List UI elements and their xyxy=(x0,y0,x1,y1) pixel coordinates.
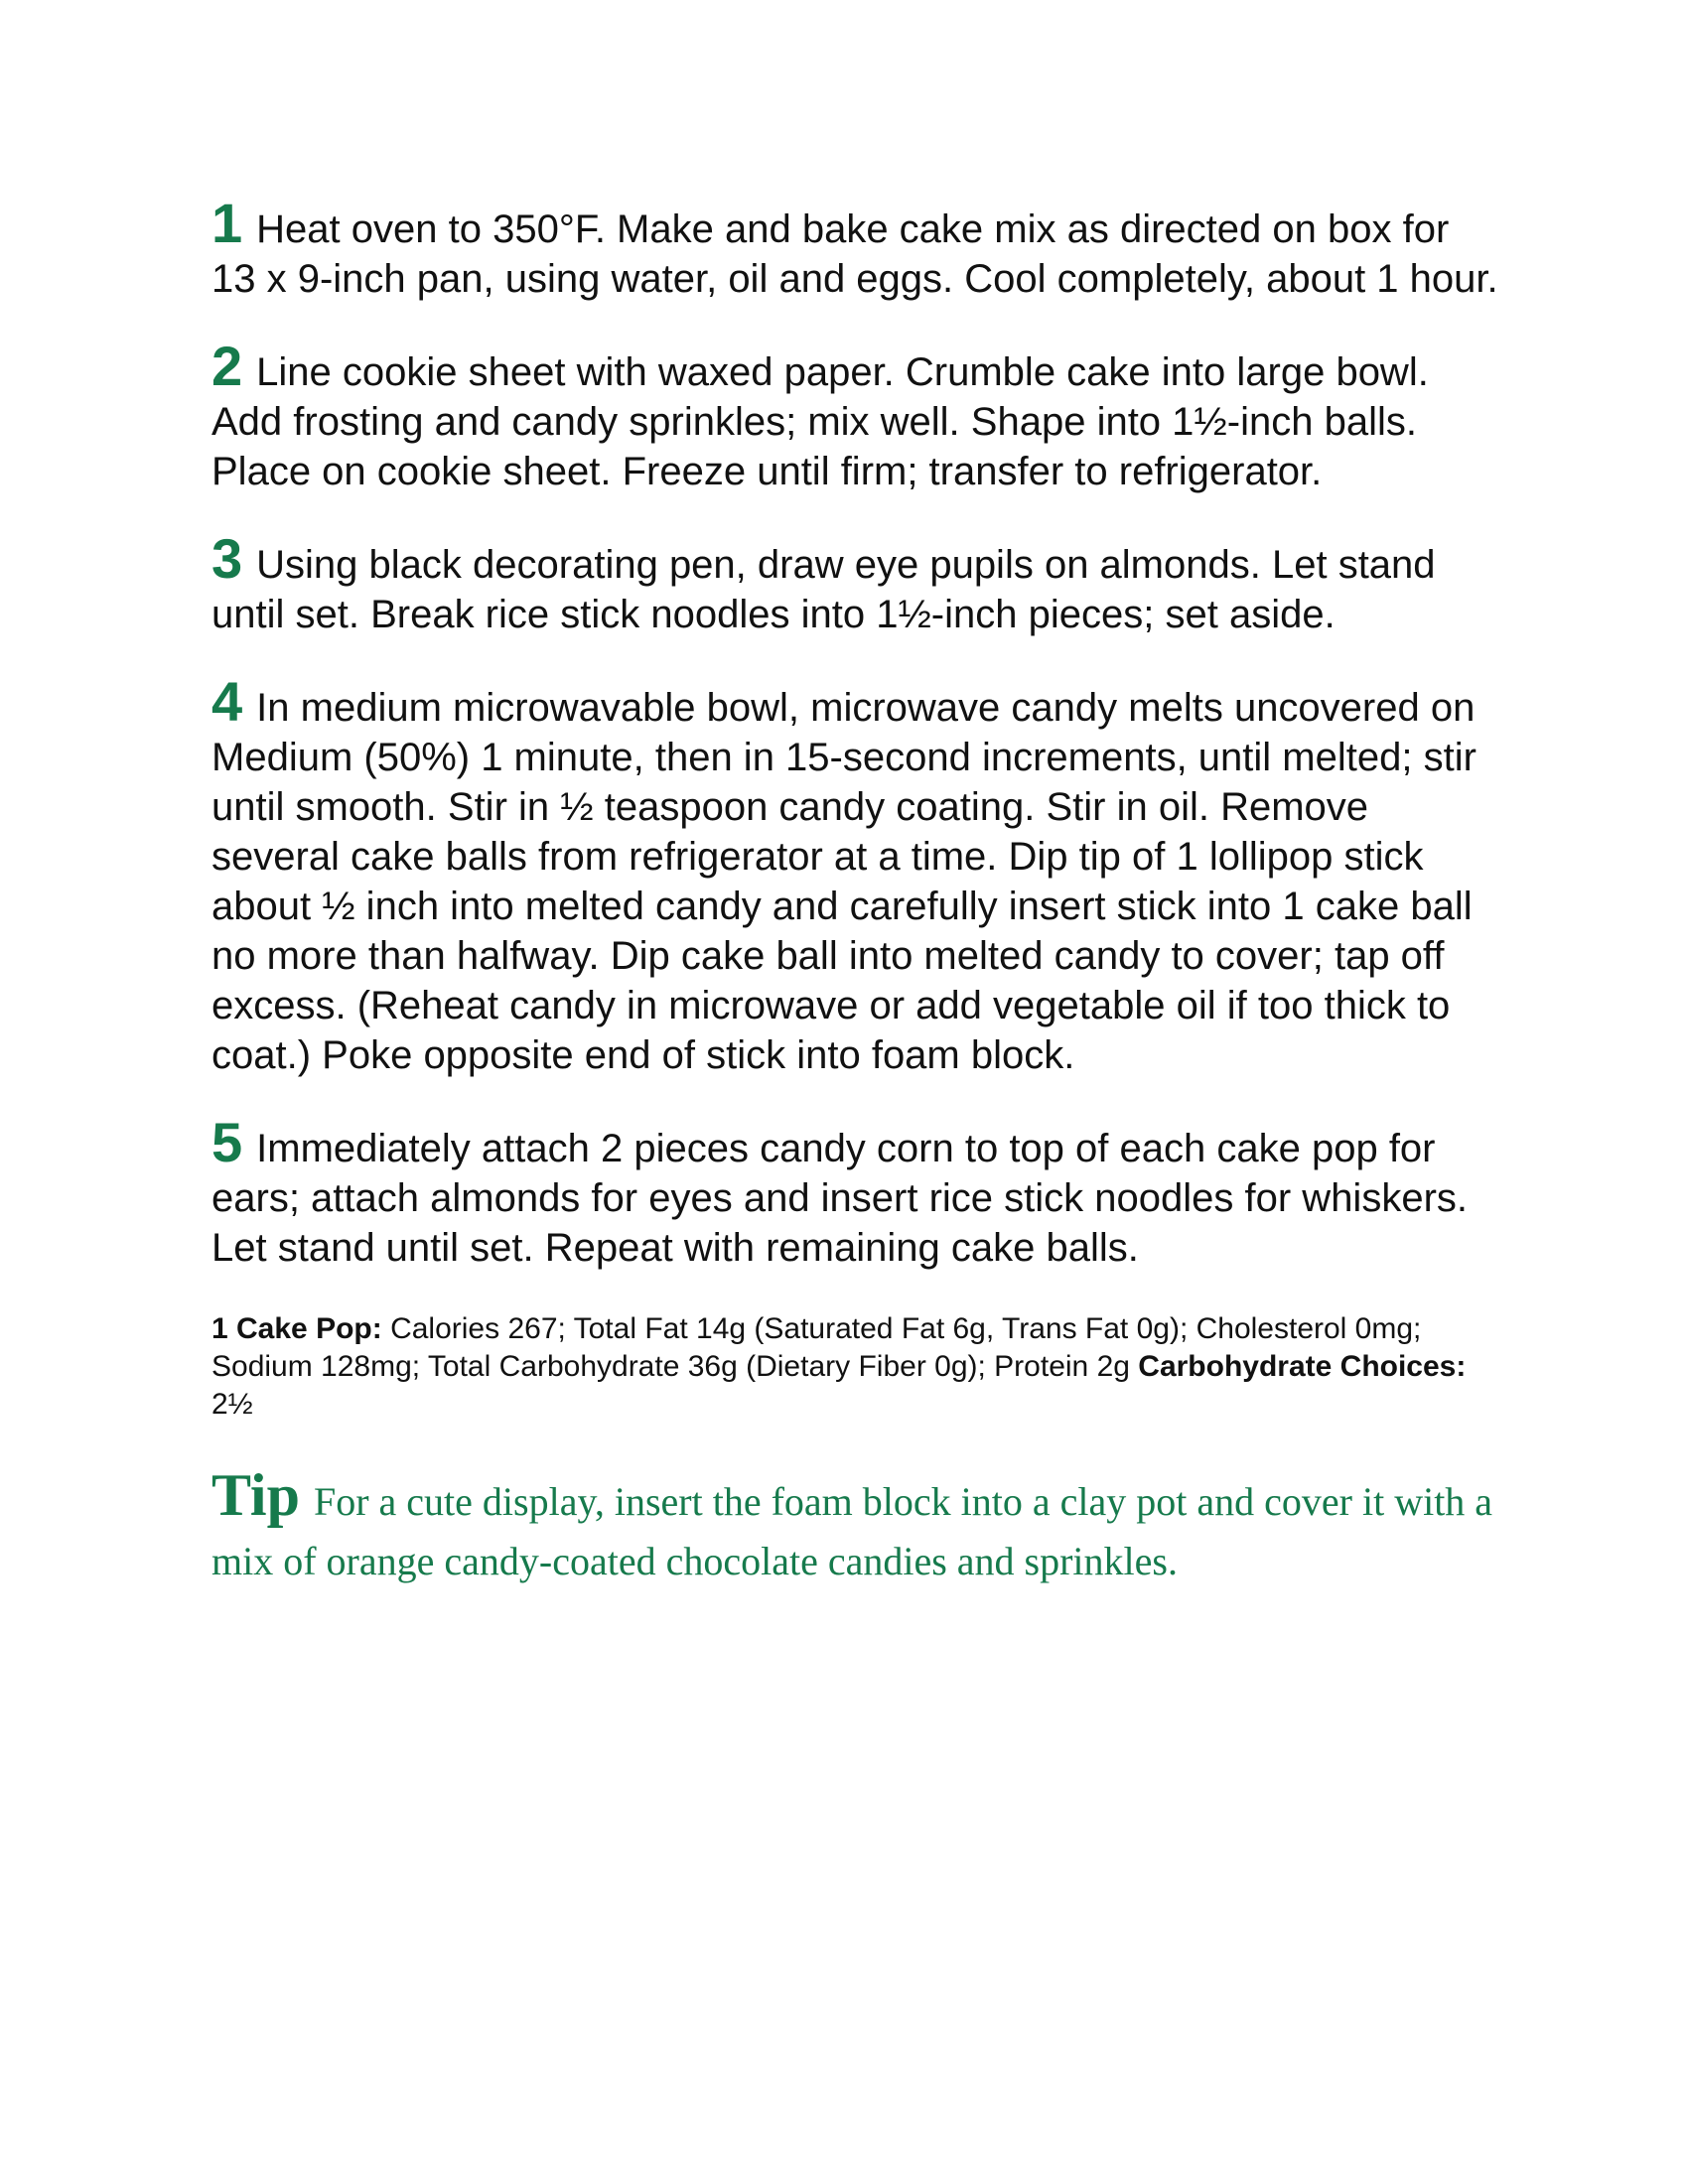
carbohydrate-choices-label: Carbohydrate Choices: xyxy=(1138,1350,1467,1383)
recipe-directions xyxy=(211,192,1502,1631)
step-text: Heat oven to 350°F. Make and bake cake mix as directed on box for 13 x 9-inch pan, using water, oil and eggs. Cool completely, about 1 hour. xyxy=(211,207,1498,301)
nutrition-details: Calories 267; Total Fat 14g (Saturated Fat 6g, Trans Fat 0g); Cholesterol 0mg; Sodium 128mg; Total Carbohydrate 36g (Dietary Fiber 0g); Protein 2g xyxy=(211,1312,1422,1383)
nutrition-info xyxy=(211,1310,1502,1424)
step-number: 2 xyxy=(211,335,243,397)
step-text: Line cookie sheet with waxed paper. Crumble cake into large bowl. Add frosting and candy sprinkles; mix well. Shape into 1½-inch balls. Place on cookie sheet. Freeze until firm; transfer to refrigerator. xyxy=(211,350,1429,493)
step-number: 3 xyxy=(211,527,243,590)
tip-text: For a cute display, insert the foam block into a clay pot and cover it with a mix of orange candy-coated chocolate candies and sprinkles. xyxy=(211,1479,1493,1583)
tip-label: Tip xyxy=(211,1462,300,1528)
step-text: Using black decorating pen, draw eye pupils on almonds. Let stand until set. Break rice stick noodles into 1½-inch pieces; set aside. xyxy=(211,543,1436,636)
step-text: In medium microwavable bowl, microwave candy melts uncovered on Medium (50%) 1 minute, then in 15-second increments, until melted; stir until smooth. Stir in ½ teaspoon candy coating. Stir in oil. Remove several cake balls from refrigerator at a time. Dip tip of 1 lollipop stick about ½ inch into melted candy and carefully insert stick into 1 cake ball no more than halfway. Dip cake ball into melted candy to cover; tap off excess. (Reheat candy in microwave or add vegetable oil if too thick to coat.) Poke opposite end of stick into foam block. xyxy=(211,686,1477,1077)
step-1 xyxy=(211,192,1502,304)
step-5 xyxy=(211,1111,1502,1273)
carbohydrate-choices-value: 2½ xyxy=(211,1388,253,1421)
step-2 xyxy=(211,335,1502,496)
step-3 xyxy=(211,527,1502,639)
tip xyxy=(211,1462,1502,1591)
step-text: Immediately attach 2 pieces candy corn to top of each cake pop for ears; attach almonds for eyes and insert rice stick noodles for whiskers. Let stand until set. Repeat with remaining cake balls. xyxy=(211,1127,1468,1270)
step-number: 1 xyxy=(211,192,243,254)
step-4 xyxy=(211,670,1502,1080)
nutrition-serving-label: 1 Cake Pop: xyxy=(211,1312,382,1345)
step-number: 4 xyxy=(211,670,243,733)
step-number: 5 xyxy=(211,1111,243,1173)
